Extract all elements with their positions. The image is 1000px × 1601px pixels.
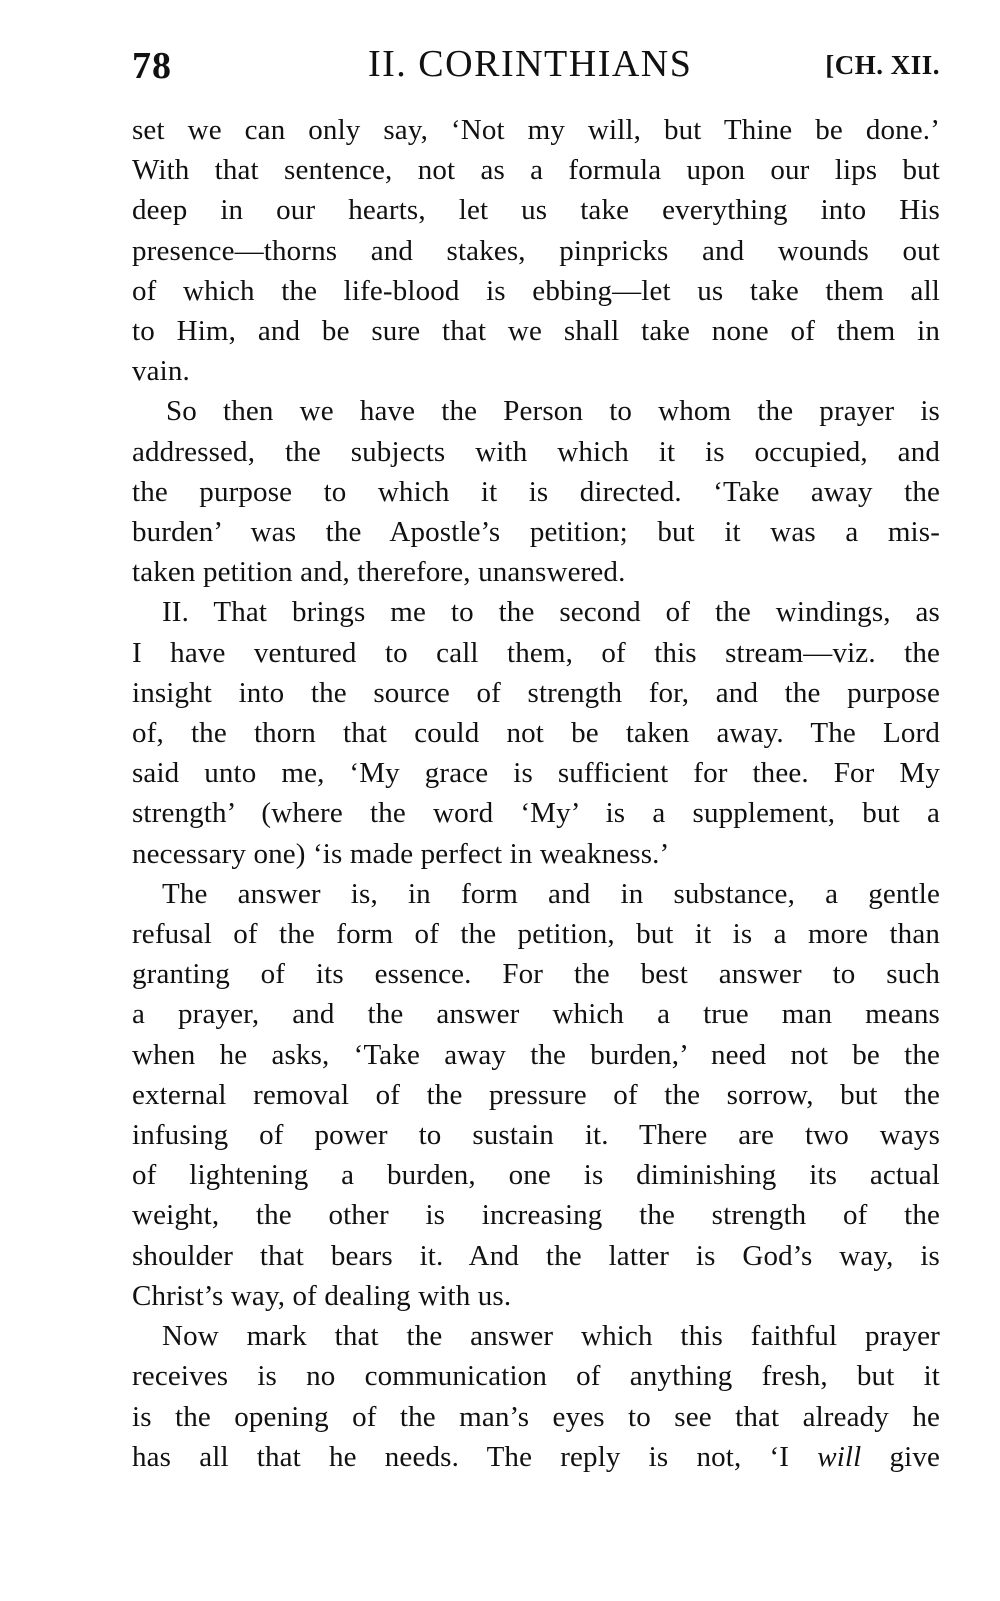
text-line: I have ventured to call them, of this stream—viz. the (132, 636, 940, 669)
text-line-final (132, 1437, 940, 1477)
text-line: said unto me, ‘My grace is sufficient for thee. For My (132, 757, 940, 790)
text-line: refusal of the form of the petition, but it is a more than (132, 918, 940, 951)
text-line: shoulder that bears it. And the latter is God’s way, is (132, 1239, 940, 1272)
text-line: a prayer, and the answer which a true man means (132, 998, 940, 1031)
text-line: deep in our hearts, let us take everything into His (132, 194, 940, 227)
chapter-reference: [CH. XII. (825, 50, 940, 80)
text-line: insight into the source of strength for, and the purpose (132, 676, 940, 709)
paragraph (132, 391, 940, 592)
text-line: addressed, the subjects with which it is occupied, and (132, 435, 940, 468)
text-line: strength’ (where the word ‘My’ is a supplement, but a (132, 797, 940, 830)
text-line: weight, the other is increasing the strength of the (132, 1199, 940, 1232)
text-line: presence—thorns and stakes, pinpricks and wounds out (132, 234, 940, 267)
page-number: 78 (132, 45, 172, 87)
text-line: granting of its essence. For the best answer to such (132, 958, 940, 991)
text-line: the purpose to which it is directed. ‘Take away the (132, 475, 940, 508)
text-line: II. That brings me to the second of the windings, as (162, 596, 940, 629)
text-segment: give (861, 1440, 940, 1473)
book-title: II. CORINTHIANS (368, 43, 693, 85)
text-line: external removal of the pressure of the sorrow, but the (132, 1078, 940, 1111)
text-line: of which the life-blood is ebbing—let us take them all (132, 274, 940, 307)
running-head (132, 38, 940, 94)
text-segment: has all that he needs. The reply is not, ‘I (132, 1440, 818, 1473)
text-line: vain. (132, 355, 190, 388)
paragraph (132, 1316, 940, 1477)
text-line: Now mark that the answer which this faithful prayer (162, 1320, 940, 1353)
text-line: With that sentence, not as a formula upon our lips but (132, 154, 940, 187)
paragraph (132, 110, 940, 391)
text-line: is the opening of the man’s eyes to see that already he (132, 1400, 940, 1433)
text-line: The answer is, in form and in substance, a gentle (162, 877, 940, 910)
body-text (132, 110, 940, 1477)
text-line: of, the thorn that could not be taken away. The Lord (132, 717, 940, 750)
paragraph (132, 874, 940, 1316)
text-line: Christ’s way, of dealing with us. (132, 1279, 512, 1312)
text-line: to Him, and be sure that we shall take none of them in (132, 315, 940, 348)
text-line: when he asks, ‘Take away the burden,’ need not be the (132, 1038, 940, 1071)
text-line: infusing of power to sustain it. There are two ways (132, 1119, 940, 1152)
text-line: set we can only say, ‘Not my will, but Thine be done.’ (132, 114, 940, 146)
text-line: of lightening a burden, one is diminishing its actual (132, 1159, 940, 1192)
paragraph (132, 592, 940, 873)
text-line: burden’ was the Apostle’s petition; but it was a mis- (132, 516, 940, 549)
text-line: taken petition and, therefore, unanswered. (132, 556, 626, 589)
emphasis-text: will (817, 1440, 862, 1473)
text-line: So then we have the Person to whom the prayer is (166, 395, 940, 428)
text-line: receives is no communication of anything fresh, but it (132, 1360, 940, 1393)
text-line: necessary one) ‘is made perfect in weakness.’ (132, 837, 670, 870)
